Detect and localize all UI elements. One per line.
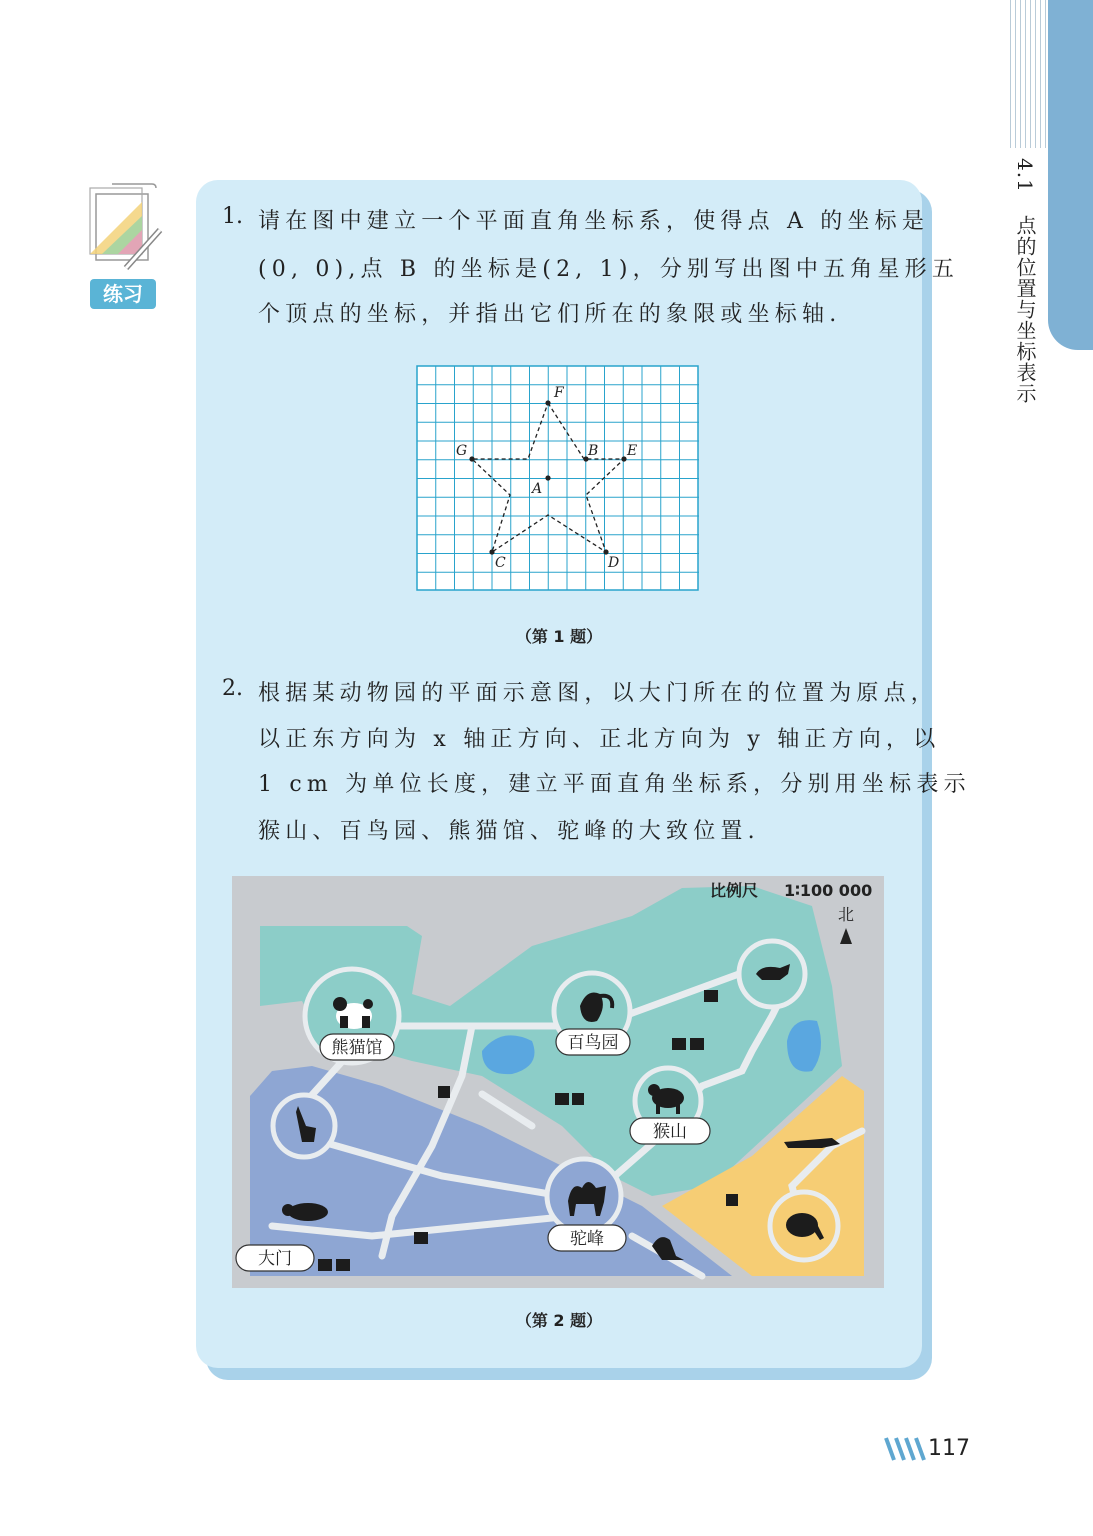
point-g — [469, 456, 474, 461]
label-g: G — [456, 443, 468, 459]
chapter-tab — [1048, 0, 1093, 350]
label-c: C — [495, 555, 506, 571]
practice-badge: 练习 — [90, 279, 156, 309]
scale-value: 1∶100 000 — [784, 881, 873, 900]
point-f — [545, 400, 550, 405]
birds-label: 百鸟园 — [567, 1033, 619, 1053]
label-b: B — [588, 443, 599, 459]
point-a — [545, 475, 550, 480]
zoo-map — [232, 876, 884, 1288]
monkey-label: 猴山 — [653, 1122, 687, 1142]
question-1-number: 1. — [222, 204, 243, 229]
camel-label: 驼峰 — [570, 1229, 604, 1249]
side-decoration-lines — [1010, 0, 1046, 148]
point-e — [621, 456, 626, 461]
page-number: 117 — [928, 1436, 970, 1461]
question-1-line-1: 请在图中建立一个平面直角坐标系，使得点 A 的坐标是 — [258, 209, 930, 234]
section-number: 4.1 — [1013, 158, 1037, 193]
section-title: 点的位置与坐标表示 — [1013, 214, 1037, 404]
page-number-stripes-icon — [882, 1436, 926, 1462]
label-d: D — [608, 555, 620, 571]
label-f: F — [554, 385, 564, 401]
question-2-line-2: 以正东方向为 x 轴正方向、正北方向为 y 轴正方向，以 — [258, 727, 941, 752]
question-2-number: 2. — [222, 676, 243, 701]
question-2-line-3: 1 cm 为单位长度，建立平面直角坐标系，分别用坐标表示 — [258, 772, 971, 797]
question-1-caption: （第 1 题） — [515, 627, 603, 646]
question-2-caption: （第 2 题） — [515, 1311, 603, 1330]
label-e: E — [627, 443, 638, 459]
question-2-line-4: 猴山、百鸟园、熊猫馆、驼峰的大致位置. — [258, 819, 760, 844]
panda-label: 熊猫馆 — [331, 1038, 383, 1058]
question-1-line-2: (0, 0),点 B 的坐标是(2, 1)，分别写出图中五角星形五 — [258, 257, 960, 282]
practice-icon — [82, 180, 168, 275]
star-grid-figure — [416, 365, 700, 591]
point-c — [489, 549, 494, 554]
gate-label: 大门 — [258, 1249, 292, 1269]
section-heading — [1013, 158, 1040, 404]
label-a: A — [532, 481, 543, 497]
question-2-line-1: 根据某动物园的平面示意图，以大门所在的位置为原点， — [258, 681, 939, 706]
point-d — [603, 549, 608, 554]
north-label: 北 — [838, 905, 855, 924]
question-1-line-3: 个顶点的坐标，并指出它们所在的象限或坐标轴. — [258, 302, 842, 327]
scale-label: 比例尺 — [710, 881, 759, 900]
